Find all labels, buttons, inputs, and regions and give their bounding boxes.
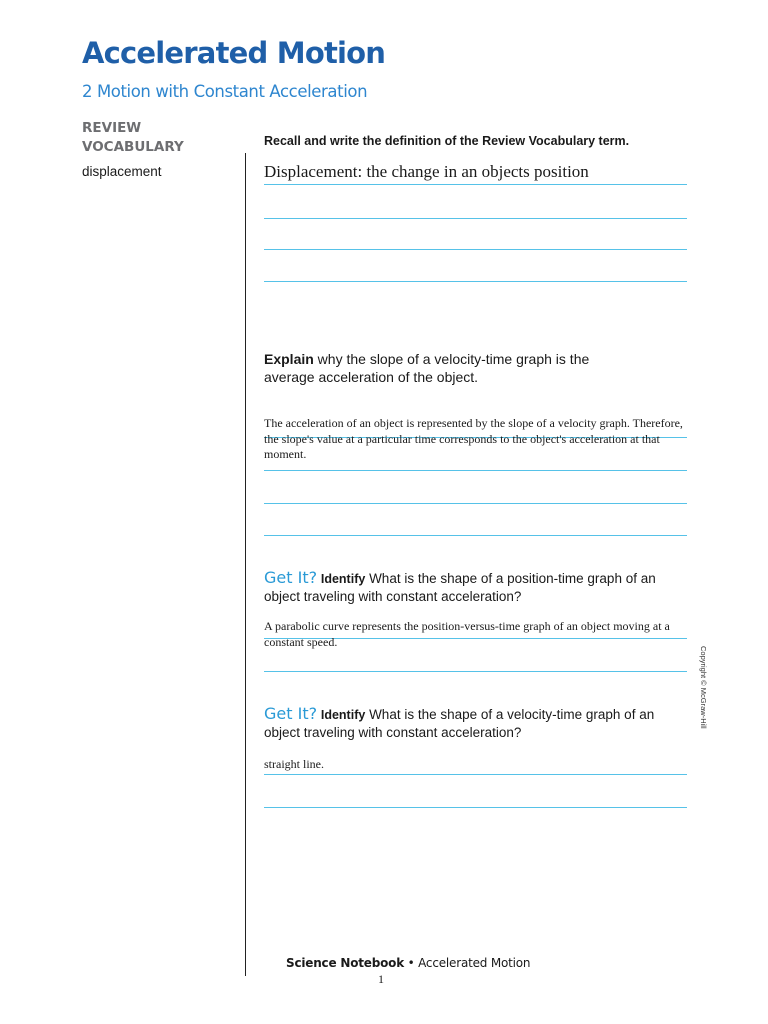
answer-line — [264, 184, 687, 185]
answer-line — [264, 470, 687, 471]
copyright-text: Copyright © McGraw-Hill — [699, 646, 708, 729]
explain-answer: The acceleration of an object is represented by the slope of a velocity graph. Therefore, the slope's value at a particular time corresponds to the object's acceleration at that moment. — [264, 416, 683, 461]
answer-line — [264, 503, 687, 504]
explain-question: why the slope of a velocity-time graph is the average acceleration of the object. — [264, 351, 590, 385]
explain-prompt — [264, 350, 624, 386]
vocabulary-instruction: Recall and write the definition of the Review Vocabulary term. — [264, 134, 630, 148]
vocabulary-answer: Displacement: the change in an objects position — [264, 162, 589, 181]
answer-line — [264, 281, 687, 282]
answer-line — [264, 774, 687, 775]
page-number: 1 — [378, 972, 384, 986]
get-it-label: Get It? — [264, 568, 318, 587]
get-it-label: Get It? — [264, 704, 318, 723]
get-it-question: What is the shape of a velocity-time graph of an object traveling with constant acceleration? — [264, 707, 655, 740]
answer-line — [264, 535, 687, 536]
footer — [286, 956, 530, 970]
section-subtitle: 2 Motion with Constant Acceleration — [82, 82, 368, 101]
get-it-question: What is the shape of a position-time graph of an object traveling with constant acceleration? — [264, 571, 656, 604]
identify-label: Identify — [320, 572, 366, 586]
get-it-answer-1: A parabolic curve represents the position-versus-time graph of an object moving at a constant speed. — [264, 619, 670, 649]
footer-chapter: Accelerated Motion — [418, 956, 531, 970]
explain-lead: Explain — [264, 351, 314, 367]
page-title: Accelerated Motion — [82, 36, 386, 70]
answer-line — [264, 249, 687, 250]
get-it-prompt-1 — [264, 569, 674, 606]
footer-separator: • — [404, 956, 419, 970]
review-vocabulary-heading: REVIEW VOCABULARY — [82, 120, 184, 155]
answer-line — [264, 807, 687, 808]
footer-book: Science Notebook — [286, 956, 405, 970]
vocabulary-term: displacement — [82, 164, 162, 179]
column-divider — [245, 153, 246, 976]
get-it-prompt-2 — [264, 705, 674, 742]
identify-label: Identify — [320, 708, 366, 722]
get-it-answer-2: straight line. — [264, 757, 324, 771]
answer-line — [264, 218, 687, 219]
answer-line — [264, 671, 687, 672]
